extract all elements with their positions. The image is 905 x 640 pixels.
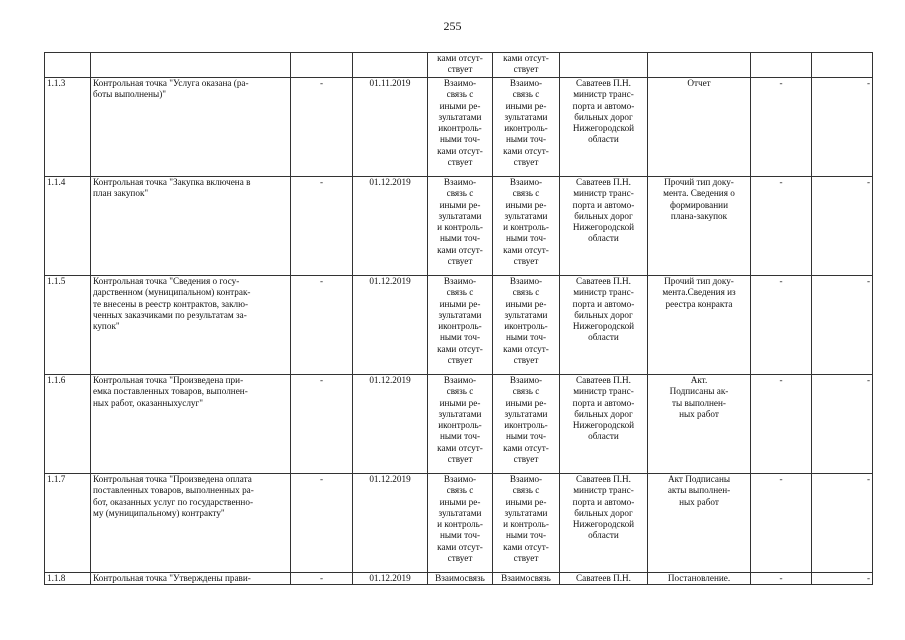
cell-col3: - [291, 573, 353, 585]
cell-responsible: Саватеев П.Н. министр транс- порта и автомо- бильных дорог Нижегородской области [560, 177, 648, 276]
cell-col10: - [751, 78, 812, 177]
cell-date: 01.11.2019 [353, 78, 428, 177]
cell-col7: Взаимо- связь с иными ре- зультатами иконтроль- ными точ- ками отсут- ствует [493, 78, 560, 177]
cell-col11: - [812, 177, 873, 276]
cell-col6: Взаимо- связь с иными ре- зультатами и контроль- ными точ- ками отсут- ствует [428, 177, 493, 276]
table-row [45, 573, 873, 585]
cell-date: 01.12.2019 [353, 375, 428, 474]
cell-col3: - [291, 177, 353, 276]
cell-document: Прочий тип доку- мента.Сведения из реестра конракта [648, 276, 751, 375]
cell-document: Акт Подписаны акты выполнен- ных работ [648, 474, 751, 573]
cell-description: Контрольная точка "Закупка включена в план закупок" [91, 177, 291, 276]
cell-col10: - [751, 375, 812, 474]
page-number: 255 [443, 19, 462, 33]
cell-col10: - [751, 573, 812, 585]
cell-document: Постановление. [648, 573, 751, 585]
cell-num: 1.1.6 [45, 375, 91, 474]
cell-col7: Взаимо- связь с иными ре- зультатами и контроль- ными точ- ками отсут- ствует [493, 474, 560, 573]
table-row [45, 375, 873, 474]
control-points-table [44, 52, 873, 585]
cell-responsible: Саватеев П.Н. министр транс- порта и автомо- бильных дорог Нижегородской области [560, 375, 648, 474]
table-row [45, 276, 873, 375]
cell-num: 1.1.3 [45, 78, 91, 177]
cell-document: Отчет [648, 78, 751, 177]
cell-responsible: Саватеев П.Н. министр транс- порта и автомо- бильных дорог Нижегородской области [560, 276, 648, 375]
cell-description [91, 53, 291, 78]
cell-col3: - [291, 375, 353, 474]
cell-document: Прочий тип доку- мента. Сведения о формировании плана-закупок [648, 177, 751, 276]
cell-col3: - [291, 474, 353, 573]
cell-col10 [751, 53, 812, 78]
cell-col6: Взаимо- связь с иными ре- зультатами иконтроль- ными точ- ками отсут- ствует [428, 375, 493, 474]
table-row [45, 474, 873, 573]
cell-date: 01.12.2019 [353, 474, 428, 573]
cell-col10: - [751, 276, 812, 375]
cell-document: Акт. Подписаны ак- ты выполнен- ных работ [648, 375, 751, 474]
cell-col7: Взаимо- связь с иными ре- зультатами иконтроль- ными точ- ками отсут- ствует [493, 375, 560, 474]
cell-date: 01.12.2019 [353, 276, 428, 375]
cell-document [648, 53, 751, 78]
cell-responsible: Саватеев П.Н. министр транс- порта и автомо- бильных дорог Нижегородской области [560, 78, 648, 177]
cell-col7: ками отсут- ствует [493, 53, 560, 78]
cell-num: 1.1.4 [45, 177, 91, 276]
cell-description: Контрольная точка "Сведения о госу- дарственном (муниципальном) контрак- те внесены в реестр контрактов, заклю- ченных заказчиками по результатам за- купок" [91, 276, 291, 375]
cell-col7: Взаимо- связь с иными ре- зультатами иконтроль- ными точ- ками отсут- ствует [493, 276, 560, 375]
cell-date: 01.12.2019 [353, 573, 428, 585]
cell-col3: - [291, 78, 353, 177]
cell-date: 01.12.2019 [353, 177, 428, 276]
cell-col6: ками отсут- ствует [428, 53, 493, 78]
carry-over-row [45, 53, 873, 78]
cell-num: 1.1.7 [45, 474, 91, 573]
table-row [45, 177, 873, 276]
cell-responsible: Саватеев П.Н. [560, 573, 648, 585]
cell-col6: Взаимо- связь с иными ре- зультатами иконтроль- ными точ- ками отсут- ствует [428, 276, 493, 375]
cell-col11: - [812, 276, 873, 375]
cell-num [45, 53, 91, 78]
cell-description: Контрольная точка "Произведена оплата поставленных товаров, выполненных ра- бот, оказанных услуг по государственно- му (муниципальному) контракту" [91, 474, 291, 573]
cell-responsible: Саватеев П.Н. министр транс- порта и автомо- бильных дорог Нижегородской области [560, 474, 648, 573]
cell-num: 1.1.5 [45, 276, 91, 375]
cell-col11: - [812, 78, 873, 177]
cell-col11: - [812, 474, 873, 573]
cell-col6: Взаимо- связь с иными ре- зультатами иконтроль- ными точ- ками отсут- ствует [428, 78, 493, 177]
cell-col11 [812, 53, 873, 78]
cell-col6: Взаимо- связь с иными ре- зультатами и контроль- ными точ- ками отсут- ствует [428, 474, 493, 573]
cell-col7: Взаимосвязь [493, 573, 560, 585]
cell-description: Контрольная точка "Услуга оказана (ра- боты выполнены)" [91, 78, 291, 177]
table-row [45, 78, 873, 177]
cell-description: Контрольная точка "Произведена при- емка поставленных товаров, выполнен- ных работ, оказанныхуслуг" [91, 375, 291, 474]
cell-col3: - [291, 276, 353, 375]
cell-num: 1.1.8 [45, 573, 91, 585]
cell-responsible [560, 53, 648, 78]
cell-col10: - [751, 474, 812, 573]
cell-col3 [291, 53, 353, 78]
cell-col7: Взаимо- связь с иными ре- зультатами и контроль- ными точ- ками отсут- ствует [493, 177, 560, 276]
cell-col10: - [751, 177, 812, 276]
cell-col11: - [812, 375, 873, 474]
cell-col11: - [812, 573, 873, 585]
cell-date [353, 53, 428, 78]
cell-col6: Взаимосвязь [428, 573, 493, 585]
cell-description: Контрольная точка "Утверждены прави- [91, 573, 291, 585]
